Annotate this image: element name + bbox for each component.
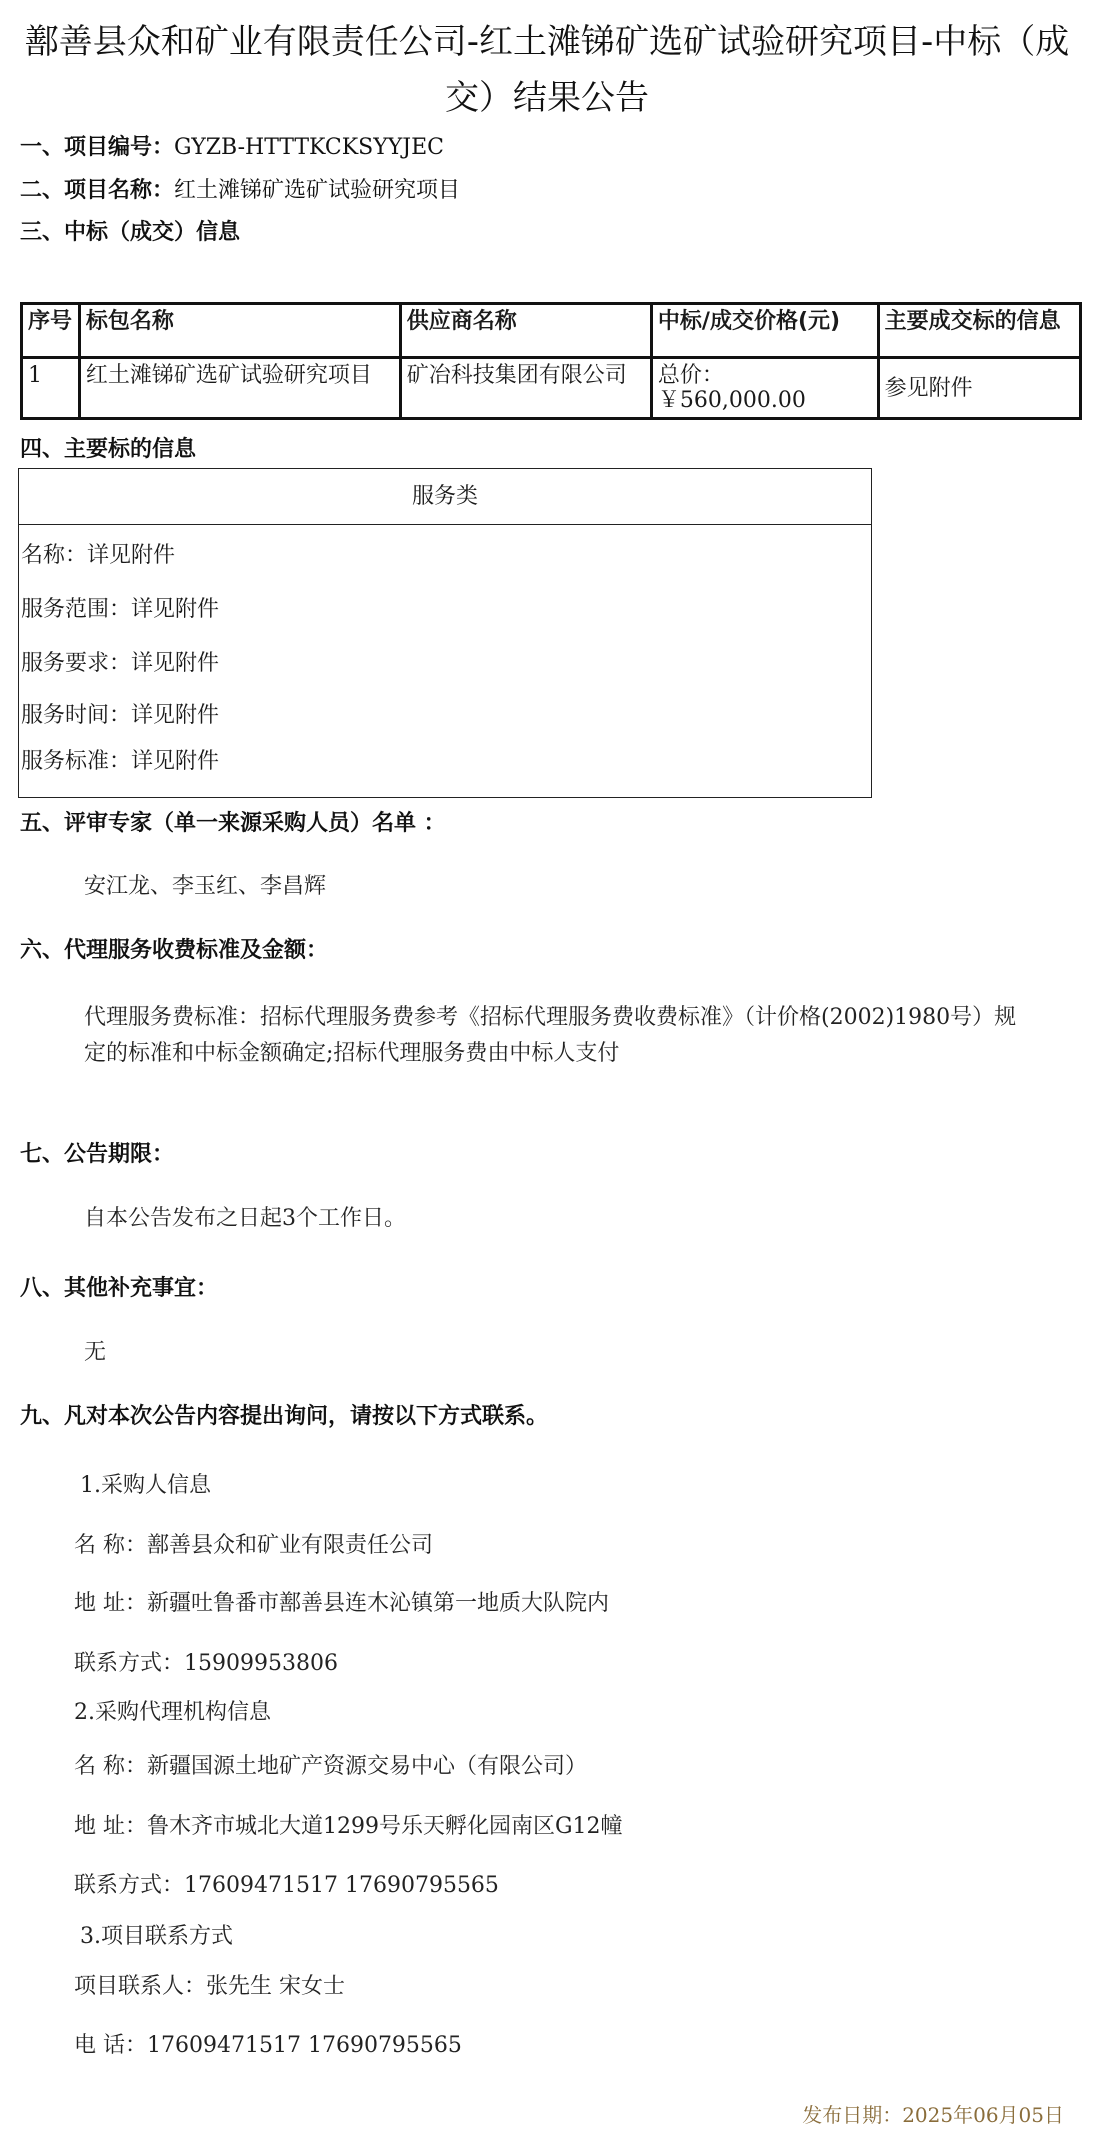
service-item-requirement: 服务要求：详见附件 <box>21 651 220 676</box>
award-table <box>20 302 1082 420</box>
purchaser-title: 1.采购人信息 <box>80 1473 211 1498</box>
col-header-price: 中标/成交价格(元) <box>651 304 878 358</box>
notice-period-heading: 七、公告期限： <box>20 1142 175 1167</box>
award-info-heading: 三、中标（成交）信息 <box>20 220 241 245</box>
agency-fee-text: 代理服务费标准：招标代理服务费参考《招标代理服务费收费标准》（计价格(2002)1980号）规定的标准和中标金额确定;招标代理服务费由中标人支付 <box>84 1005 1017 1066</box>
project-number-label: 一、项目编号： <box>20 135 175 160</box>
publish-date: 发布日期：2025年06月05日 <box>802 2103 1064 2127</box>
service-info-box <box>18 468 872 798</box>
main-subject-heading: 四、主要标的信息 <box>20 437 197 462</box>
cell-package: 红土滩锑矿选矿试验研究项目 <box>79 358 400 419</box>
cell-supplier: 矿冶科技集团有限公司 <box>400 358 651 419</box>
table-header-row <box>22 304 1081 358</box>
purchaser-contact: 联系方式：15909953806 <box>74 1651 338 1676</box>
agency-name: 名 称：新疆国源土地矿产资源交易中心（有限公司） <box>74 1754 587 1779</box>
table-row <box>22 358 1081 419</box>
col-header-supplier: 供应商名称 <box>400 304 651 358</box>
project-contact-phone: 电 话：17609471517 17690795565 <box>74 2033 462 2058</box>
agency-title: 2.采购代理机构信息 <box>74 1700 271 1725</box>
project-name <box>20 176 460 206</box>
cell-index: 1 <box>22 358 80 419</box>
service-item-standard: 服务标准：详见附件 <box>21 749 220 774</box>
col-header-package: 标包名称 <box>79 304 400 358</box>
purchaser-name: 名 称：鄯善县众和矿业有限责任公司 <box>74 1533 433 1558</box>
agency-fee-heading: 六、代理服务收费标准及金额： <box>20 938 329 963</box>
supplementary-heading: 八、其他补充事宜： <box>20 1276 219 1301</box>
experts-heading: 五、评审专家（单一来源采购人员）名单 ： <box>20 811 446 836</box>
experts-list: 安江龙、李玉红、李昌辉 <box>84 874 327 899</box>
supplementary-text: 无 <box>84 1340 107 1365</box>
service-item-name: 名称：详见附件 <box>21 543 176 568</box>
notice-period-text: 自本公告发布之日起3个工作日。 <box>84 1206 406 1231</box>
project-name-value: 红土滩锑矿选矿试验研究项目 <box>174 178 461 203</box>
project-number-value: GYZB-HTTTKCKSYYJEC <box>174 135 444 160</box>
purchaser-address: 地 址：新疆吐鲁番市鄯善县连木沁镇第一地质大队院内 <box>74 1591 609 1616</box>
col-header-subject: 主要成交标的信息 <box>878 304 1080 358</box>
project-contact-person: 项目联系人：张先生 宋女士 <box>74 1974 345 1999</box>
project-name-label: 二、项目名称： <box>20 178 175 203</box>
project-number <box>20 133 444 163</box>
service-item-time: 服务时间：详见附件 <box>21 703 220 728</box>
agency-contact: 联系方式：17609471517 17690795565 <box>74 1873 499 1898</box>
agency-address: 地 址：鲁木齐市城北大道1299号乐天孵化园南区G12幢 <box>74 1814 623 1839</box>
page-title: 鄯善县众和矿业有限责任公司-红土滩锑矿选矿试验研究项目-中标（成交）结果公告 <box>24 22 1070 118</box>
project-contact-title: 3.项目联系方式 <box>80 1924 233 1949</box>
col-header-index: 序号 <box>22 304 80 358</box>
cell-price: 总价：￥560,000.00 <box>651 358 878 419</box>
contact-heading: 九、凡对本次公告内容提出询问，请按以下方式联系。 <box>20 1404 549 1429</box>
cell-subject: 参见附件 <box>878 358 1080 419</box>
service-box-title: 服务类 <box>19 469 871 525</box>
service-item-scope: 服务范围：详见附件 <box>21 597 220 622</box>
